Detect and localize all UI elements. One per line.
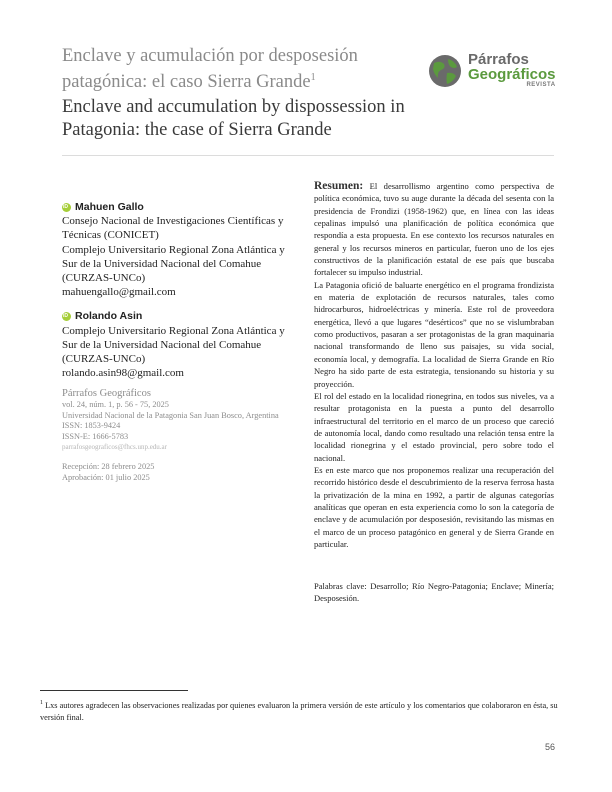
author-affiliation: Complejo Universitario Regional Zona Atlántica y Sur de la Universidad Nacional del Comahue (CURZAS-UNCo) [62, 243, 285, 285]
author-name: Mahuen Gallo [75, 201, 144, 213]
journal-issn: ISSN: 1853-9424 [62, 421, 121, 431]
abstract [314, 180, 554, 550]
article-dates [62, 462, 154, 483]
journal-logo [428, 52, 568, 98]
author-affiliation: Complejo Universitario Regional Zona Atlántica y Sur de la Universidad Nacional del Comahue (CURZAS-UNCo) [62, 324, 285, 366]
author-2 [62, 309, 302, 380]
author-email[interactable]: mahuengallo@gmail.com [62, 286, 176, 299]
approved-date: Aprobación: 01 julio 2025 [62, 472, 150, 482]
journal-email[interactable]: parrafosgeograficos@fhcs.unp.edu.ar [62, 443, 167, 452]
footnote-divider [40, 690, 188, 691]
header-divider [62, 155, 554, 156]
journal-issn-e: ISSN-E: 1666-5783 [62, 431, 129, 441]
logo-line-3: REVISTA [526, 82, 556, 88]
footnote-marker: 1 [40, 700, 43, 706]
orcid-icon[interactable] [62, 203, 71, 212]
globe-icon [428, 54, 462, 88]
received-date: Recepción: 28 febrero 2025 [62, 462, 155, 471]
page-number: 56 [545, 742, 556, 752]
abstract-paragraph: Es en este marco que nos proponemos realizar una recuperación del recorrido histórico desde el descubrimiento de la reserva ferrosa hasta la privatización de la mina en 1992, a partir de algunas categorías analíticas que operan en esta experiencia como lo son la categoría de enclave y de acumulación por desposesión, revisitando las mismas en el marco de un proceso patagónico en general y de Sierra Grande en particular. [314, 464, 554, 549]
title-english: Enclave and accumulation by dispossession in Patagonia: the case of Sierra Grande [62, 97, 405, 140]
abstract-paragraph: El rol del estado en la localidad rionegrina, en todos sus niveles, va a resultar protagonista en la puesta a punto del desarrollo infraestructural del territorio en el marco de un proceso que careció de autonomía local, dando como resultado una relación tensa entre la localidad rionegrina y el estado provincial, pero sobre todo el nacional. [314, 390, 554, 463]
keywords-label: Palabras clave: [314, 581, 367, 591]
keywords-text: Desarrollo; Río Negro-Patagonia; Enclave; Minería; Desposesión. [314, 581, 555, 604]
author-affiliation: Consejo Nacional de Investigaciones Científicas y Técnicas (CONICET) [62, 215, 284, 242]
abstract-paragraph: El desarrollismo argentino como perspectiva de política económica, tuvo su auge durante la década del sesenta con la presidencia de Frondizi (1958-1962) que, en línea con las ideas cepalinas impulsó una planificación de política económica que respondía a esta propuesta. En ese contexto los recursos naturales en general y los recursos mineros en particular, fueron uno de los ejes constructivos de la planificación estatal de ese país que buscaba fortalecer su impulso industrial. [314, 181, 554, 278]
logo-line-1: Párrafos [468, 51, 529, 68]
orcid-icon[interactable] [62, 312, 71, 321]
keywords [314, 580, 554, 605]
journal-volume: vol. 24, núm. 1, p. 56 - 75, 2025 [62, 400, 169, 409]
journal-info [62, 387, 302, 453]
logo-wordmark [468, 52, 556, 89]
logo-line-2: Geográficos [468, 66, 556, 83]
author-name: Rolando Asin [75, 310, 143, 323]
title-spanish: Enclave y acumulación por desposesión patagónica: el caso Sierra Grande$^1$ [62, 46, 358, 93]
abstract-paragraph: La Patagonia ofició de baluarte energético en el programa frondizista en materia de explotación de recursos naturales, tales como hidrocarburos, hidroeléctricas y minería. Este rol de proveedora energética, llevó a que lugares “desérticos” que no se vislumbraban como productivos, pasaran a ser protagonistas de la gran maquinaria nacional transformando de lleno sus paisajes, su vida social, economía local, y demografía. La localidad de Sierra Grande en Río Negro ha sido parte de esta estrategia, tensionando su historia y su proyección. [314, 279, 554, 389]
footnote-text: Lxs autores agradecen las observaciones realizadas por quienes evaluaron la primera versión de este artículo y los comentarios que colaboraron en ésta, su versión final. [40, 700, 558, 723]
author-email[interactable]: rolando.asin98@gmail.com [62, 367, 184, 380]
footnote [40, 697, 570, 725]
authors-section [62, 200, 302, 390]
journal-name: Párrafos Geográficos [62, 388, 151, 399]
footnote-ref[interactable]: 1 [310, 72, 316, 83]
author-1 [62, 200, 302, 299]
abstract-label: Resumen: [314, 180, 364, 192]
journal-university: Universidad Nacional de la Patagonia San Juan Bosco, Argentina [62, 410, 279, 420]
